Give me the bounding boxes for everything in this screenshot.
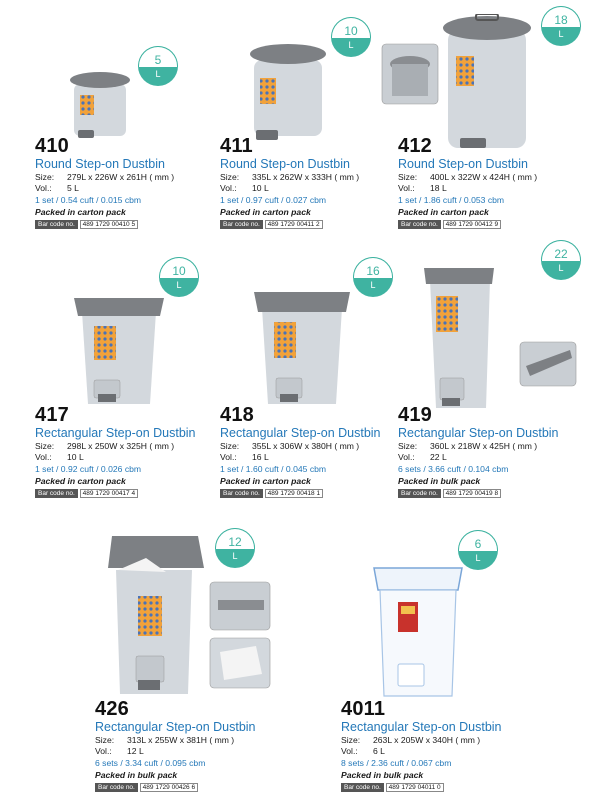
product-pack-type: Packed in carton pack bbox=[398, 206, 489, 217]
product-4011-image bbox=[368, 564, 468, 700]
product-417 bbox=[35, 405, 213, 498]
product-size: Size: 298L x 250W x 325H ( mm ) bbox=[35, 441, 175, 451]
product-426 bbox=[95, 699, 273, 792]
product-name: Rectangular Step-on Dustbin bbox=[398, 426, 559, 440]
product-418 bbox=[220, 405, 398, 498]
product-volume: Vol.: 5 L bbox=[35, 183, 79, 194]
product-size: Size: 355L x 306W x 380H ( mm ) bbox=[220, 441, 360, 451]
product-barcode: Bar code no. 489 1729 00417 4 bbox=[35, 489, 213, 498]
product-packing: 6 sets / 3.66 cuft / 0.104 cbm bbox=[398, 463, 509, 474]
product-packing: 1 set / 1.86 cuft / 0.053 cbm bbox=[398, 194, 505, 205]
product-packing: 6 sets / 3.34 cuft / 0.095 cbm bbox=[95, 757, 206, 768]
product-volume: Vol.: 12 L bbox=[95, 746, 144, 757]
product-code: 419 bbox=[398, 404, 432, 426]
product-size: Size: 360L x 218W x 425H ( mm ) bbox=[398, 441, 538, 451]
product-name: Rectangular Step-on Dustbin bbox=[35, 426, 196, 440]
product-barcode: Bar code no. 489 1729 00410 5 bbox=[35, 220, 213, 229]
product-volume: Vol.: 6 L bbox=[341, 746, 385, 757]
product-size: Size: 263L x 205W x 340H ( mm ) bbox=[341, 735, 481, 745]
product-410-volume-badge: 5 L bbox=[138, 46, 178, 86]
product-pack-type: Packed in carton pack bbox=[35, 475, 126, 486]
product-code: 426 bbox=[95, 698, 129, 720]
product-packing: 1 set / 1.60 cuft / 0.045 cbm bbox=[220, 463, 327, 474]
product-volume: Vol.: 16 L bbox=[220, 452, 269, 463]
product-barcode: Bar code no. 489 1729 00419 8 bbox=[398, 489, 576, 498]
product-barcode: Bar code no. 489 1729 00418 1 bbox=[220, 489, 398, 498]
product-name: Round Step-on Dustbin bbox=[220, 157, 350, 171]
product-417-image bbox=[72, 294, 166, 408]
product-packing: 1 set / 0.97 cuft / 0.027 cbm bbox=[220, 194, 327, 205]
product-volume: Vol.: 10 L bbox=[220, 183, 269, 194]
product-barcode: Bar code no. 489 1729 00411 2 bbox=[220, 220, 398, 229]
product-419 bbox=[398, 405, 576, 498]
product-412-image bbox=[380, 14, 536, 150]
product-name: Rectangular Step-on Dustbin bbox=[220, 426, 381, 440]
product-barcode: Bar code no. 489 1729 00426 6 bbox=[95, 783, 273, 792]
product-419-image bbox=[424, 266, 580, 412]
product-barcode: Bar code no. 489 1729 04011 0 bbox=[341, 783, 519, 792]
product-size: Size: 400L x 322W x 424H ( mm ) bbox=[398, 172, 538, 182]
product-410-image bbox=[68, 70, 134, 140]
product-size: Size: 279L x 226W x 261H ( mm ) bbox=[35, 172, 175, 182]
product-code: 411 bbox=[220, 135, 253, 157]
product-name: Round Step-on Dustbin bbox=[35, 157, 165, 171]
product-packing: 8 sets / 2.36 cuft / 0.067 cbm bbox=[341, 757, 452, 768]
product-pack-type: Packed in carton pack bbox=[35, 206, 126, 217]
product-packing: 1 set / 0.92 cuft / 0.026 cbm bbox=[35, 463, 142, 474]
product-name: Round Step-on Dustbin bbox=[398, 157, 528, 171]
product-code: 418 bbox=[220, 404, 254, 426]
product-packing: 1 set / 0.54 cuft / 0.015 cbm bbox=[35, 194, 142, 205]
product-pack-type: Packed in bulk pack bbox=[398, 475, 481, 486]
product-412-volume-badge: 18 L bbox=[541, 6, 581, 46]
product-418-image bbox=[252, 288, 352, 408]
product-417-volume-badge: 10 L bbox=[159, 257, 199, 297]
product-code: 4011 bbox=[341, 698, 386, 720]
product-412 bbox=[398, 136, 576, 229]
product-code: 417 bbox=[35, 404, 69, 426]
product-pack-type: Packed in carton pack bbox=[220, 475, 311, 486]
product-411-volume-badge: 10 L bbox=[331, 17, 371, 57]
product-418-volume-badge: 16 L bbox=[353, 257, 393, 297]
product-code: 410 bbox=[35, 135, 69, 157]
product-411 bbox=[220, 136, 398, 229]
product-volume: Vol.: 18 L bbox=[398, 183, 447, 194]
product-411-image bbox=[246, 42, 332, 142]
product-pack-type: Packed in bulk pack bbox=[95, 769, 178, 780]
product-name: Rectangular Step-on Dustbin bbox=[341, 720, 502, 734]
product-volume: Vol.: 10 L bbox=[35, 452, 84, 463]
product-pack-type: Packed in carton pack bbox=[220, 206, 311, 217]
product-4011-volume-badge: 6 L bbox=[458, 530, 498, 570]
product-code: 412 bbox=[398, 135, 432, 157]
product-4011 bbox=[341, 699, 519, 792]
product-size: Size: 335L x 262W x 333H ( mm ) bbox=[220, 172, 360, 182]
product-426-volume-badge: 12 L bbox=[215, 528, 255, 568]
product-barcode: Bar code no. 489 1729 00412 9 bbox=[398, 220, 576, 229]
product-pack-type: Packed in bulk pack bbox=[341, 769, 424, 780]
product-volume: Vol.: 22 L bbox=[398, 452, 447, 463]
product-410 bbox=[35, 136, 213, 229]
product-419-volume-badge: 22 L bbox=[541, 240, 581, 280]
product-size: Size: 313L x 255W x 381H ( mm ) bbox=[95, 735, 235, 745]
product-name: Rectangular Step-on Dustbin bbox=[95, 720, 256, 734]
